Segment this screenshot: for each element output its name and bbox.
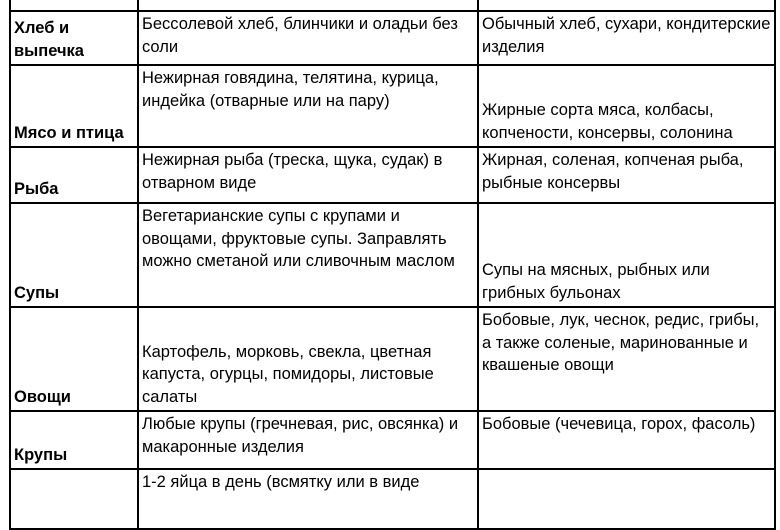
category-cell [10,307,138,411]
allowed-text: Вегетарианские супы с крупами и овощами, фруктовые супы. Заправлять можно сметаной или сливочным маслом [142,207,455,270]
forbidden-text: Бобовые (чечевица, горох, фасоль) [482,415,756,433]
forbidden-cell [478,203,775,307]
forbidden-cell [478,65,775,147]
category-label: Мясо и птица [14,123,124,142]
category-cell [10,65,138,147]
forbidden-cell [478,147,775,203]
allowed-text: Бессолевой хлеб, блинчики и оладьи без соли [142,15,458,56]
category-cell [10,147,138,203]
table-row [10,307,775,411]
table-row [10,0,775,11]
category-label: Хлеб и выпечка [14,19,84,60]
allowed-text: Любые крупы (гречневая, рис, овсянка) и макаронные изделия [142,415,459,456]
forbidden-text: Бобовые, лук, чеснок, редис, грибы, а также соленые, маринованные и квашеные овощи [482,311,760,374]
allowed-text: Нежирная говядина, телятина, курица, индейка (отварные или на пару) [142,69,439,110]
forbidden-text: Супы на мясных, рыбных или грибных бульонах [482,261,710,302]
diet-food-table [9,0,776,530]
allowed-cell [138,0,478,11]
category-label: Рыба [14,179,59,198]
table-row [10,411,775,469]
allowed-cell [138,411,478,469]
allowed-cell [138,203,478,307]
forbidden-cell [478,11,775,65]
forbidden-cell [478,307,775,411]
table-row [10,11,775,65]
allowed-text: Нежирная рыба (треска, щука, судак) в отварном виде [142,151,443,192]
table-row [10,65,775,147]
category-label: Супы [14,283,60,302]
forbidden-cell [478,411,775,469]
table-row [10,147,775,203]
allowed-text: Картофель, морковь, свекла, цветная капуста, огурцы, помидоры, листовые салаты [142,342,434,406]
allowed-cell [138,147,478,203]
forbidden-cell [478,469,775,529]
category-cell [10,411,138,469]
category-cell [10,469,138,529]
forbidden-cell [478,0,775,11]
forbidden-text: Жирная, соленая, копченая рыба, рыбные консервы [482,151,744,192]
category-label: Крупы [14,445,68,464]
category-label: Овощи [14,387,71,406]
forbidden-text: Обычный хлеб, сухари, кондитерские изделия [482,15,771,56]
table-row [10,469,775,529]
allowed-cell [138,307,478,411]
category-cell [10,11,138,65]
allowed-text: 1-2 яйца в день (всмятку или в виде [142,473,420,491]
allowed-cell [138,469,478,529]
category-cell [10,0,138,11]
allowed-cell [138,11,478,65]
category-cell [10,203,138,307]
allowed-cell [138,65,478,147]
table-row [10,203,775,307]
forbidden-text: Жирные сорта мяса, колбасы, копчености, консервы, солонина [482,101,733,142]
